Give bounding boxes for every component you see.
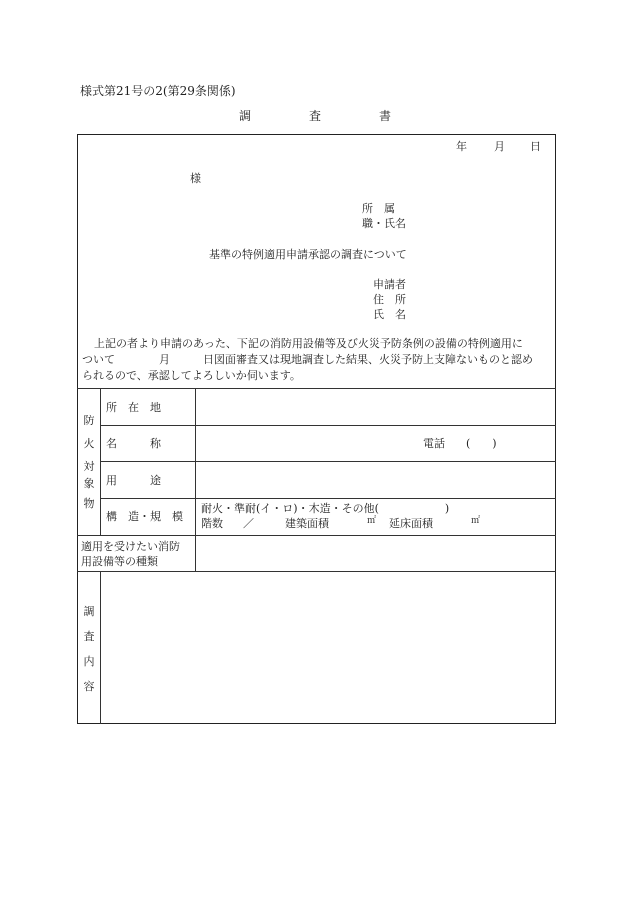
date-day-label: 日 bbox=[530, 140, 541, 153]
date-year-label: 年 bbox=[456, 140, 467, 153]
position-name-label: 職・氏名 bbox=[362, 217, 406, 230]
survey-vlabel-1: 調 bbox=[83, 605, 95, 618]
building-area-unit: ㎡ bbox=[367, 516, 377, 526]
survey-label-divider bbox=[100, 571, 101, 724]
subject-line: 基準の特例適用申請承認の調査について bbox=[209, 248, 407, 261]
body-line-1: 上記の者より申請のあった、下記の消防用設備等及び火災予防条例の設備の特例適用に bbox=[94, 337, 523, 350]
title-char-1: 調 bbox=[239, 109, 252, 123]
phone-parens: ( ) bbox=[466, 437, 497, 450]
row-rule-2 bbox=[100, 461, 556, 462]
title-char-3: 書 bbox=[379, 109, 392, 123]
building-area-label: 建築面積 bbox=[285, 517, 329, 530]
row-rule-5 bbox=[77, 571, 556, 572]
survey-vlabel-3: 内 bbox=[83, 655, 95, 668]
body-line-3: られるので、承認してよろしいか伺います。 bbox=[82, 369, 301, 382]
target-vlabel-2: 火 bbox=[83, 437, 95, 450]
affiliation-label: 所 属 bbox=[362, 202, 395, 215]
target-label-divider bbox=[100, 388, 101, 535]
equipment-type-label-line2: 用設備等の種類 bbox=[81, 555, 158, 568]
location-label: 所 在 地 bbox=[106, 401, 161, 414]
survey-vlabel-4: 容 bbox=[83, 680, 95, 693]
floor-area-label: 延床面積 bbox=[389, 517, 433, 530]
target-vlabel-1: 防 bbox=[83, 414, 95, 427]
addressee-suffix: 様 bbox=[190, 172, 201, 185]
applicant-heading: 申請者 bbox=[373, 278, 406, 291]
label-column-divider bbox=[195, 388, 196, 571]
survey-vlabel-2: 査 bbox=[83, 630, 95, 643]
target-vlabel-3: 対 bbox=[83, 460, 95, 473]
structure-label: 構 造・規 模 bbox=[106, 510, 183, 523]
applicant-name-label: 氏 名 bbox=[373, 308, 406, 321]
phone-label: 電話 bbox=[423, 437, 445, 450]
document-title bbox=[239, 109, 391, 123]
structure-type-line: 耐火・準耐(イ・ロ)・木造・その他( ) bbox=[201, 502, 450, 515]
form-number: 様式第21号の2(第29条関係) bbox=[80, 84, 236, 98]
use-label: 用 途 bbox=[106, 474, 161, 487]
title-char-2: 査 bbox=[309, 109, 322, 123]
target-vlabel-5: 物 bbox=[83, 497, 95, 510]
row-rule-1 bbox=[100, 425, 556, 426]
date-month-label: 月 bbox=[494, 140, 505, 153]
body-line-2: ついて 月 日図面審査又は現地調査した結果、火災予防上支障ないものと認め bbox=[82, 353, 533, 366]
name-label: 名 称 bbox=[106, 437, 161, 450]
target-vlabel-4: 象 bbox=[83, 477, 95, 490]
row-rule-4 bbox=[77, 535, 556, 536]
applicant-address-label: 住 所 bbox=[373, 293, 406, 306]
table-top-rule bbox=[77, 388, 556, 389]
floors-slash: ／ bbox=[243, 517, 254, 530]
floors-label: 階数 bbox=[201, 517, 223, 530]
equipment-type-label-line1: 適用を受けたい消防 bbox=[81, 540, 180, 553]
row-rule-3 bbox=[100, 498, 556, 499]
form-frame bbox=[77, 134, 556, 724]
floor-area-unit: ㎡ bbox=[471, 516, 481, 526]
